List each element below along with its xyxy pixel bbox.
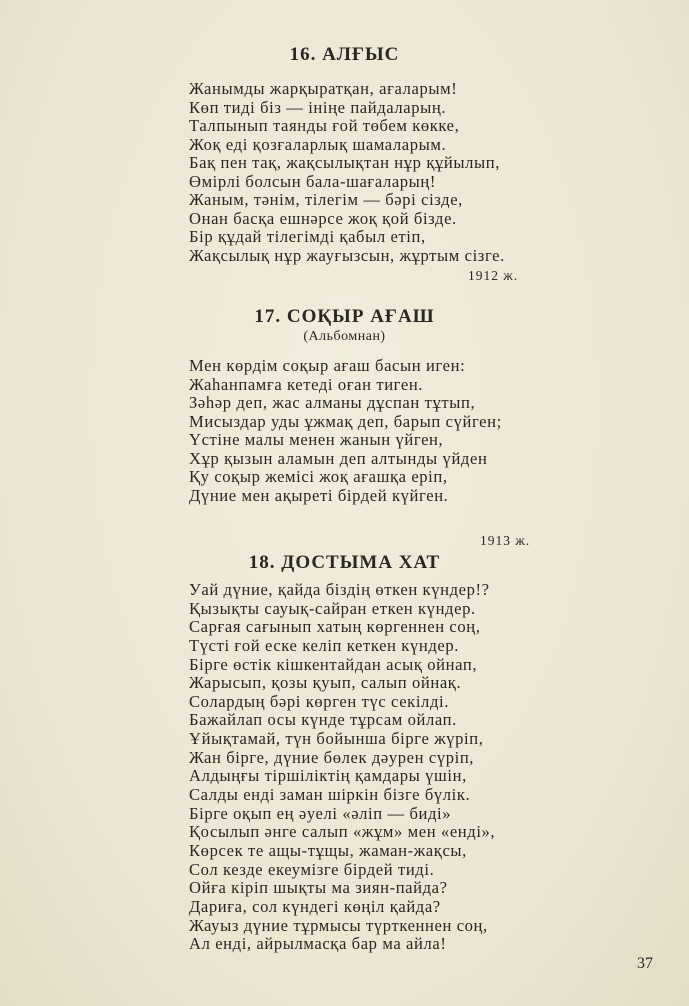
verse-line: Қу соқыр жемісі жоқ ағашқа еріп, xyxy=(189,467,448,486)
verse-line: Сарғая сағынып хатың көргеннен соң, xyxy=(189,617,481,637)
verse-line: Бірге оқып ең әуелі «әліп — биді» xyxy=(189,803,452,823)
verse-line: Жан бірге, дүние бөлек дәурен сүріп, xyxy=(189,747,475,767)
verse-line: Қосылып әнге салып «жұм» мен «енді», xyxy=(189,822,496,842)
verse-line: Жанымды жарқыратқан, ағаларым! xyxy=(189,79,458,98)
verse-line: Көп тиді біз — ініңе пайдаларың. xyxy=(189,97,447,117)
poem-16-date: 1912 ж. xyxy=(468,268,519,283)
verse-line: Бақ пен тақ, жақсылықтан нұр құйылып, xyxy=(189,153,500,172)
verse-line: Ұйықтамай, түн бойынша бірге жүріп, xyxy=(189,729,484,749)
verse-line: Өмірлі болсын бала-шағаларың! xyxy=(189,171,437,191)
verse-line: Жарысып, қозы қуып, салып ойнақ. xyxy=(189,673,462,693)
poem-16-verse xyxy=(189,80,505,265)
poem-17-verse xyxy=(189,357,502,505)
page-number: 37 xyxy=(637,955,653,972)
poem-16-title: 16. АЛҒЫС xyxy=(289,44,400,65)
poem-18-verse xyxy=(189,581,495,954)
verse-line: Үстіне малы менен жанын үйген, xyxy=(189,430,444,449)
poem-17-date: 1913 ж. xyxy=(480,533,531,548)
verse-line: Сол кезде екеумізге бірдей тиді. xyxy=(189,859,435,879)
poem-17-title: 17. СОҚЫР АҒАШ xyxy=(254,306,435,327)
verse-line: Жаным, тәнім, тілегім — бәрі сізде, xyxy=(189,190,463,209)
verse-line: Ойға кіріп шықты ма зиян-пайда? xyxy=(189,878,448,898)
verse-line: Дүние мен ақыреті бірдей күйген. xyxy=(189,485,449,505)
verse-line: Дариға, сол күндегі көңіл қайда? xyxy=(189,896,441,916)
verse-line: Жоқ еді қозғаларлық шамаларым. xyxy=(189,134,447,154)
verse-line: Уай дүние, қайда біздің өткен күндер!? xyxy=(189,580,490,599)
verse-line: Талпынып таянды ғой төбем көкке, xyxy=(189,116,460,135)
poem-18-title: 18. ДОСТЫМА ХАТ xyxy=(248,552,441,573)
verse-line: Бір құдай тілегімді қабыл етіп, xyxy=(189,227,426,246)
verse-line: Мисыздар уды ұжмақ деп, барып сүйген; xyxy=(189,411,502,431)
verse-line: Мен көрдім соқыр ағаш басын иген: xyxy=(189,356,466,375)
poem-17-subtitle: (Альбомнан) xyxy=(303,329,386,344)
verse-line: Алдыңғы тіршіліктің қамдары үшін, xyxy=(189,766,467,786)
verse-line: Ал енді, айрылмасқа бар ма айла! xyxy=(189,934,447,954)
verse-line: Қызықты сауық-сайран еткен күндер. xyxy=(189,598,476,618)
verse-line: Зәһәр деп, жас алманы дұспан тұтып, xyxy=(189,393,476,412)
verse-line: Онан басқа ешнәрсе жоқ қой бізде. xyxy=(189,208,457,228)
verse-line: Салды енді заман шіркін бізге бүлік. xyxy=(189,785,471,805)
verse-line: Түсті ғой еске келіп кеткен күндер. xyxy=(189,635,459,655)
verse-line: Солардың бәрі көрген түс секілді. xyxy=(189,691,449,711)
verse-line: Бажайлап осы күнде тұрсам ойлап. xyxy=(189,710,457,730)
verse-line: Жауыз дүние тұрмысы түрткеннен соң, xyxy=(189,915,488,935)
verse-line: Хұр қызын аламын деп алтынды үйден xyxy=(189,448,488,468)
verse-line: Жақсылық нұр жауғызсын, жұртым сізге. xyxy=(189,245,505,265)
verse-line: Жаһанпамға кетеді оған тиген. xyxy=(189,374,424,394)
verse-line: Көрсек те ащы-тұщы, жаман-жақсы, xyxy=(189,840,467,860)
verse-line: Бірге өстік кішкентайдан асық ойнап, xyxy=(189,654,478,674)
